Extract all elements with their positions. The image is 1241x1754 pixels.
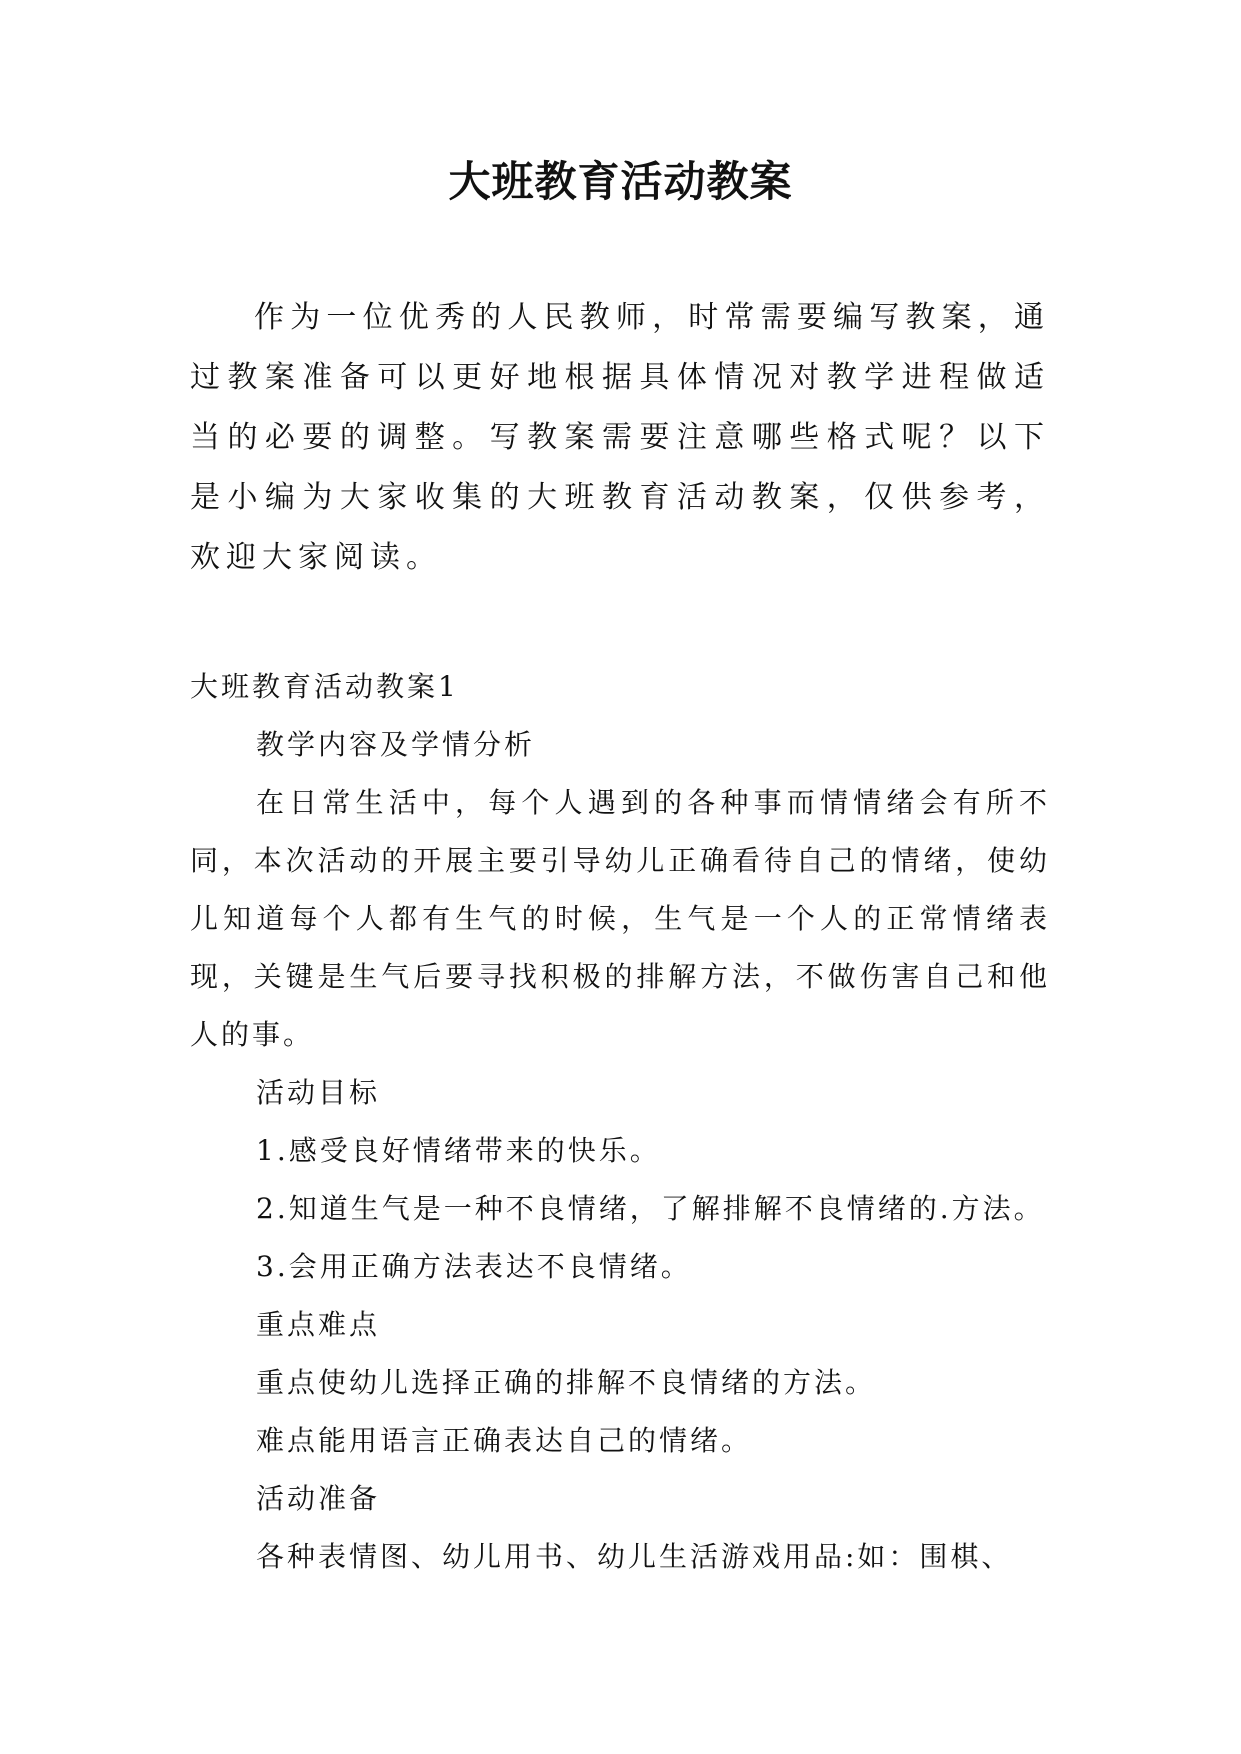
goal-item-1: 1.感受良好情绪带来的快乐。 (256, 1134, 661, 1167)
subheading-activity-goals: 活动目标 (256, 1076, 381, 1109)
subheading-key-points: 重点难点 (256, 1308, 381, 1341)
subheading-preparation: 活动准备 (256, 1482, 381, 1515)
document-body (190, 288, 1050, 1586)
difficult-point: 难点能用语言正确表达自己的情绪。 (256, 1424, 753, 1457)
preparation-paragraph: 各种表情图、幼儿用书、幼儿生活游戏用品:如：围棋、 (256, 1540, 1013, 1573)
analysis-paragraph: 在日常生活中，每个人遇到的各种事而情情绪会有所不同，本次活动的开展主要引导幼儿正确看待自己的情绪，使幼儿知道每个人都有生气的时候，生气是一个人的正常情绪表现，关键是生气后要寻找积极的排解方法，不做伤害自己和他人的事。 (190, 786, 1050, 1051)
intro-paragraph: 作为一位优秀的人民教师，时常需要编写教案，通过教案准备可以更好地根据具体情况对教学进程做适当的必要的调整。写教案需要注意哪些格式呢？以下是小编为大家收集的大班教育活动教案，仅供参考，欢迎大家阅读。 (190, 300, 1050, 575)
goal-item-2: 2.知道生气是一种不良情绪，了解排解不良情绪的.方法。 (256, 1192, 1045, 1225)
key-point: 重点使幼儿选择正确的排解不良情绪的方法。 (256, 1366, 877, 1399)
subheading-content-analysis: 教学内容及学情分析 (256, 728, 536, 761)
goal-item-3: 3.会用正确方法表达不良情绪。 (256, 1250, 692, 1283)
section-heading: 大班教育活动教案1 (190, 670, 459, 703)
document-title: 大班教育活动教案 (448, 157, 793, 206)
